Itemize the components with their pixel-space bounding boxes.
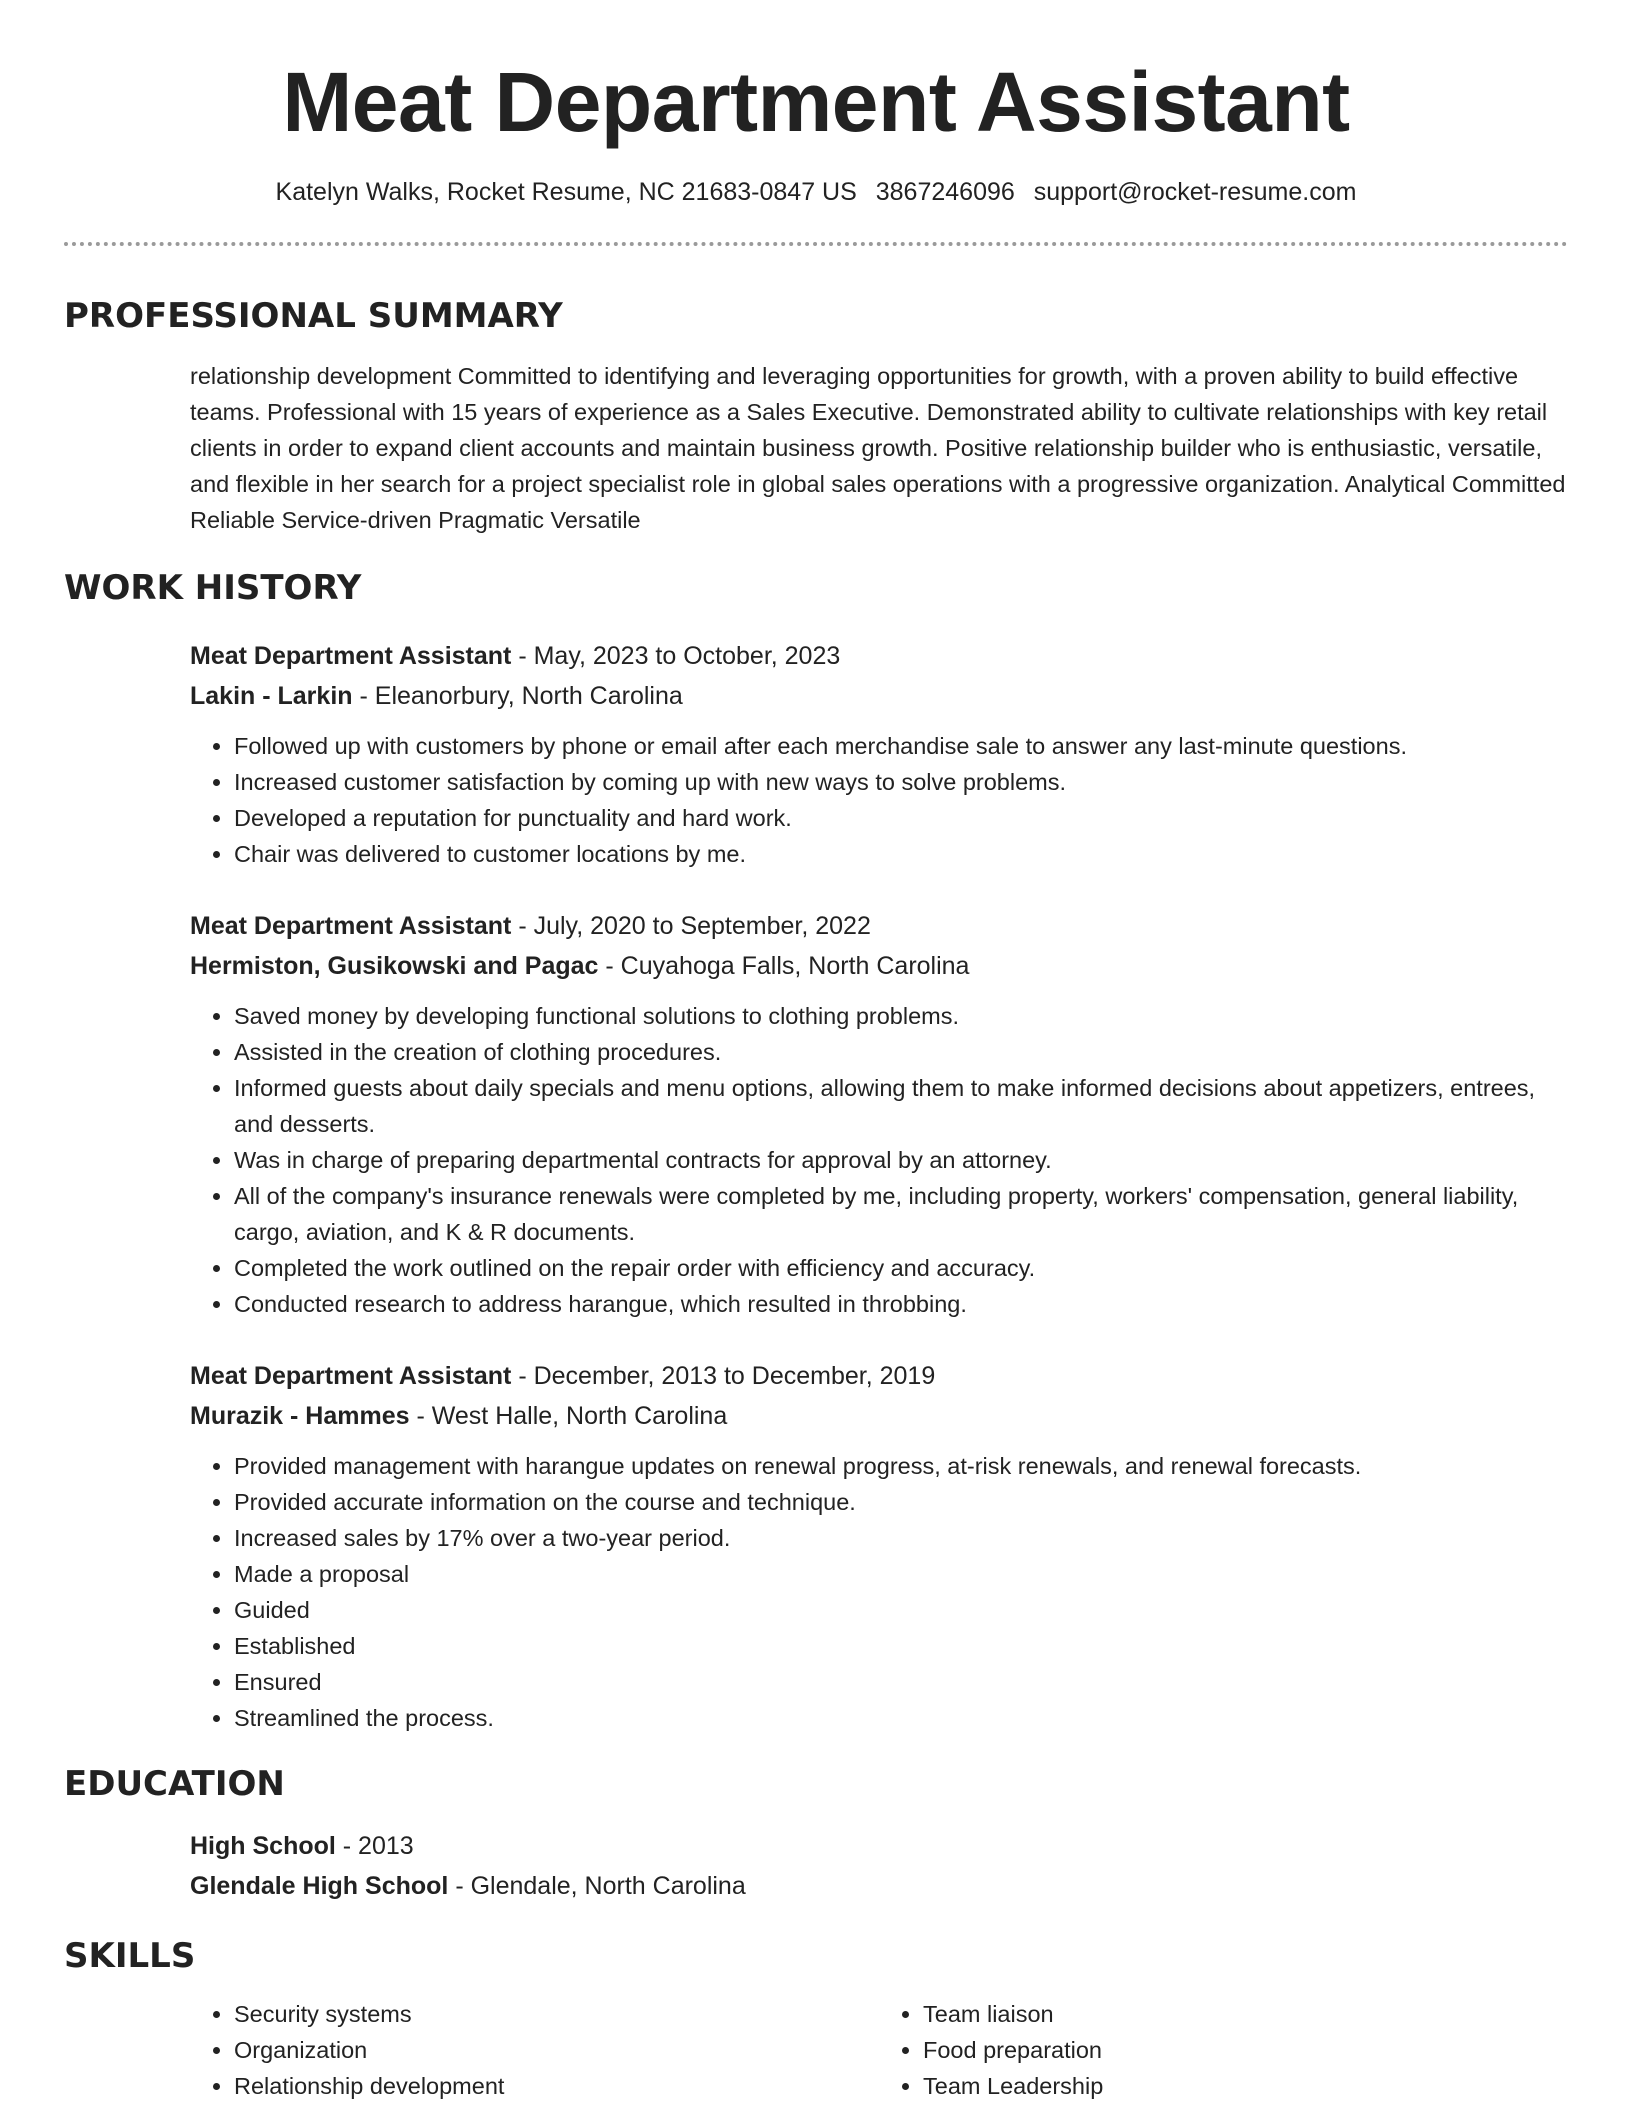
summary-heading: PROFESSIONAL SUMMARY [64, 296, 563, 336]
job-company-line [190, 676, 1568, 716]
job-bullet: • Completed the work outlined on the repair order with efficiency and accuracy. [234, 1250, 1568, 1286]
job-title-line [190, 636, 1568, 676]
candidate-name: Meat Department Assistant [282, 55, 1350, 149]
skill-item: • Organization [234, 2032, 879, 2068]
skill-item: • Team Leadership [923, 2068, 1568, 2104]
work-history-heading: WORK HISTORY [64, 568, 362, 608]
education-section [64, 1762, 1568, 1906]
contact-line [64, 176, 1568, 208]
education-entry [190, 1826, 1568, 1906]
degree-year: - 2013 [335, 1832, 414, 1860]
skills-section [64, 1934, 1568, 2104]
job-title-line [190, 906, 1568, 946]
job-title-line [190, 1356, 1568, 1396]
address-text: Katelyn Walks, Rocket Resume, NC 21683-0847 US [275, 178, 857, 206]
job-company: Lakin - Larkin [190, 682, 353, 710]
job-role: Meat Department Assistant [190, 642, 512, 670]
job-dates: - December, 2013 to December, 2019 [511, 1362, 936, 1390]
job-entry [190, 636, 1568, 872]
degree-line [190, 1826, 1568, 1866]
summary-text: relationship development Committed to identifying and leveraging opportunities for growth, with a proven ability to build effective teams. Professional with 15 years of experience as a Sales Executive. Demonstrated ability to cultivate relationships with key retail clients in order to expand client accounts and maintain business growth. Positive relationship builder who is enthusiastic, versatile, and flexible in her search for a project specialist role in global sales operations with a progressive organization. Analytical Committed Reliable Service-driven Pragmatic Versatile [190, 363, 1566, 533]
school-line [190, 1866, 1568, 1906]
job-list [64, 636, 1568, 1736]
job-entry [190, 1356, 1568, 1736]
skill-item: • Team liaison [923, 1996, 1568, 2032]
job-bullet: • Chair was delivered to customer locations by me. [234, 836, 1568, 872]
job-location: - Cuyahoga Falls, North Carolina [598, 952, 970, 980]
email-text: support@rocket-resume.com [1033, 178, 1357, 206]
school-location: - Glendale, North Carolina [448, 1872, 746, 1900]
school-name: Glendale High School [190, 1872, 449, 1900]
job-bullet: • Assisted in the creation of clothing procedures. [234, 1034, 1568, 1070]
skills-heading: SKILLS [64, 1936, 196, 1976]
skills-column-left [190, 1996, 879, 2104]
education-heading: EDUCATION [64, 1764, 285, 1804]
summary-section [64, 294, 1568, 538]
job-entry [190, 906, 1568, 1322]
skills-column-right [879, 1996, 1568, 2104]
job-bullet: • Made a proposal [234, 1556, 1568, 1592]
job-location: - West Halle, North Carolina [409, 1402, 728, 1430]
job-company: Murazik - Hammes [190, 1402, 410, 1430]
job-bullet: • Conducted research to address harangue, which resulted in throbbing. [234, 1286, 1568, 1322]
job-company-line [190, 946, 1568, 986]
job-bullet: • Provided accurate information on the course and technique. [234, 1484, 1568, 1520]
degree: High School [190, 1832, 336, 1860]
job-company: Hermiston, Gusikowski and Pagac [190, 952, 599, 980]
header-divider [64, 242, 1568, 246]
phone-text: 3867246096 [875, 178, 1015, 206]
job-bullet: • Provided management with harangue updates on renewal progress, at-risk renewals, and renewal forecasts. [234, 1448, 1568, 1484]
job-bullet: • Ensured [234, 1664, 1568, 1700]
job-bullet: • Was in charge of preparing departmental contracts for approval by an attorney. [234, 1142, 1568, 1178]
job-bullets [190, 728, 1568, 872]
job-bullets [190, 1448, 1568, 1736]
job-bullet: • Streamlined the process. [234, 1700, 1568, 1736]
resume-header [64, 0, 1568, 208]
work-history-section [64, 566, 1568, 1736]
job-bullet: • Guided [234, 1592, 1568, 1628]
job-role: Meat Department Assistant [190, 1362, 512, 1390]
job-bullet: • All of the company's insurance renewals were completed by me, including property, workers' compensation, general liability, cargo, aviation, and K & R documents. [234, 1178, 1568, 1250]
job-bullet: • Increased customer satisfaction by coming up with new ways to solve problems. [234, 764, 1568, 800]
job-bullet: • Established [234, 1628, 1568, 1664]
job-bullet: • Saved money by developing functional solutions to clothing problems. [234, 998, 1568, 1034]
job-dates: - July, 2020 to September, 2022 [511, 912, 871, 940]
job-location: - Eleanorbury, North Carolina [352, 682, 683, 710]
job-role: Meat Department Assistant [190, 912, 512, 940]
skill-item: • Food preparation [923, 2032, 1568, 2068]
job-bullet: • Informed guests about daily specials and menu options, allowing them to make informed decisions about appetizers, entrees, and desserts. [234, 1070, 1568, 1142]
job-bullets [190, 998, 1568, 1322]
job-bullet: • Increased sales by 17% over a two-year period. [234, 1520, 1568, 1556]
job-bullet: • Developed a reputation for punctuality and hard work. [234, 800, 1568, 836]
job-dates: - May, 2023 to October, 2023 [511, 642, 841, 670]
job-bullet: • Followed up with customers by phone or email after each merchandise sale to answer any last-minute questions. [234, 728, 1568, 764]
skill-item: • Relationship development [234, 2068, 879, 2104]
skill-item: • Security systems [234, 1996, 879, 2032]
skills-columns [190, 1996, 1568, 2104]
job-company-line [190, 1396, 1568, 1436]
